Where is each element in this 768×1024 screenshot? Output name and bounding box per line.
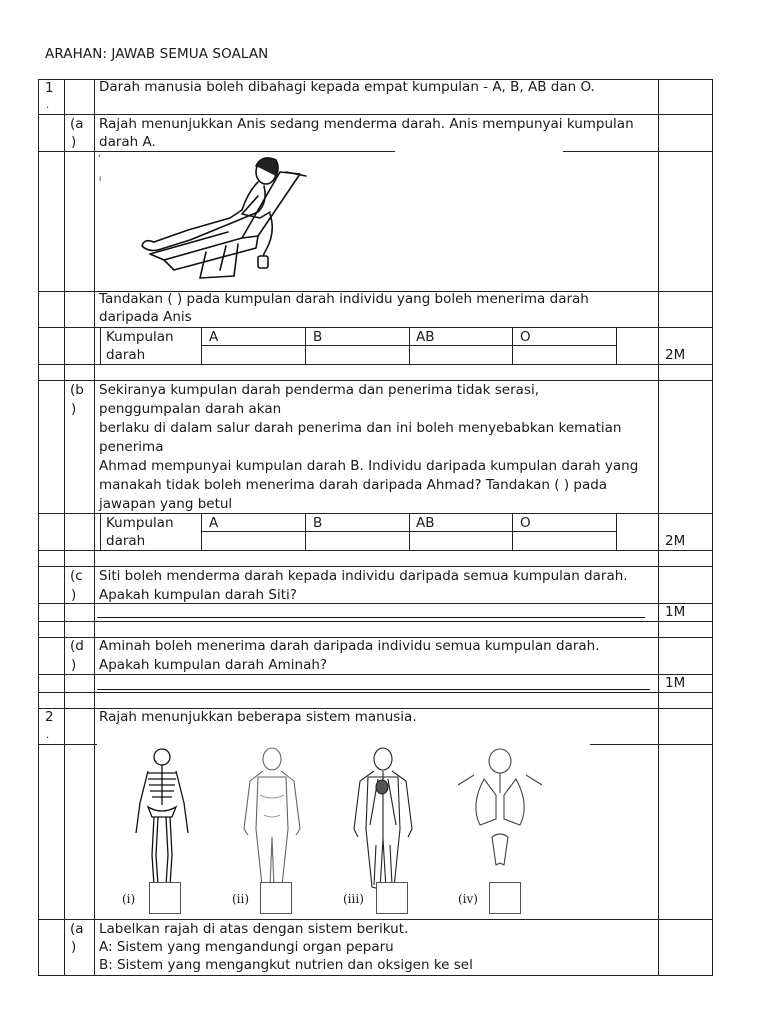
part-a-text-line: Rajah menunjukkan Anis sedang menderma darah. Anis mempunyai kumpulan [99,116,634,132]
part-a-text-line: darah A. [99,134,156,150]
q2-part-a-text-line: B: Sistem yang mengangkut nutrien dan oksigen ke sel [99,957,473,973]
part-b-text-line: manakah tidak boleh menerima darah daripada Ahmad? Tandakan ( ) pada [99,477,608,493]
table-header-cell: Kumpulan [106,515,174,531]
table-header-cell: darah [106,533,146,549]
blood-group-column: B [313,329,323,345]
part-b-text-line: Ahmad mempunyai kumpulan darah B. Individu daripada kumpulan darah yang [99,458,639,474]
blood-group-column: O [520,329,531,345]
blood-group-column: A [209,329,219,345]
part-b-text-line: jawapan yang betul [99,496,233,512]
page-heading: ARAHAN: JAWAB SEMUA SOALAN [45,46,269,62]
figure-label: (ii) [232,892,250,906]
blood-group-column: B [313,515,323,531]
question-number-dot: . [46,100,50,111]
part-label-paren: ) [71,939,77,955]
part-label-paren: ) [71,587,77,603]
respiratory-figure [458,749,542,865]
part-label: (d [70,638,84,654]
marks-label: 2M [665,533,686,549]
part-c-text-line: Apakah kumpulan darah Siti? [99,587,297,603]
answer-box[interactable] [376,882,408,914]
part-label: (a [70,921,84,937]
q2-part-a-text-line: A: Sistem yang mengandungi organ peparu [99,939,394,955]
question-intro: Darah manusia boleh dibahagi kepada empat kumpulan - A, B, AB dan O. [99,79,595,95]
blood-donor-illustration [130,152,310,284]
part-d-text-line: Apakah kumpulan darah Aminah? [99,657,328,673]
body-outline-figure [244,748,300,887]
skeleton-figure [136,749,188,889]
table-header-cell: darah [106,347,146,363]
part-label-paren: ) [71,657,77,673]
figure-label: (iii) [343,892,364,906]
part-a-instruction: Tandakan ( ) pada kumpulan darah individu yang boleh menerima darah [99,291,589,307]
table-header-cell: Kumpulan [106,329,174,345]
q2-part-a-text-line: Labelkan rajah di atas dengan sistem berikut. [99,921,409,937]
figure-label: (iv) [458,892,478,906]
circulatory-figure [354,748,412,889]
stray-mark: ı [99,174,102,183]
marks-label: 1M [665,675,686,691]
question-number-dot: . [46,730,50,741]
blood-group-column: O [520,515,531,531]
part-b-text-line: Sekiranya kumpulan darah penderma dan penerima tidak serasi, [99,382,540,398]
part-label-paren: ) [71,134,77,150]
answer-line[interactable] [97,617,645,618]
answer-box[interactable] [489,882,521,914]
part-b-text-line: penerima [99,439,164,455]
answer-box[interactable] [149,882,181,914]
part-label: (b [70,382,84,398]
blood-group-column: AB [416,515,435,531]
part-c-text-line: Siti boleh menderma darah kepada individu daripada semua kumpulan darah. [99,568,628,584]
marks-label: 1M [665,604,686,620]
part-b-text-line: berlaku di dalam salur darah penerima dan ini boleh menyebabkan kematian [99,420,622,436]
part-label: (a [70,116,84,132]
stray-mark: ‘ [98,154,101,164]
marks-label: 2M [665,347,686,363]
question-intro: Rajah menunjukkan beberapa sistem manusia. [99,709,417,725]
part-b-text-line: penggumpalan darah akan [99,401,282,417]
figure-label: (i) [122,892,136,906]
question-number: 1 [45,80,54,96]
answer-line[interactable] [97,689,650,690]
blood-group-column: A [209,515,219,531]
part-a-instruction: daripada Anis [99,309,192,325]
part-label: (c [70,568,83,584]
question-number: 2 [45,709,54,725]
part-label-paren: ) [71,401,77,417]
part-d-text-line: Aminah boleh menerima darah daripada individu semua kumpulan darah. [99,638,600,654]
answer-box[interactable] [260,882,292,914]
blood-group-column: AB [416,329,435,345]
